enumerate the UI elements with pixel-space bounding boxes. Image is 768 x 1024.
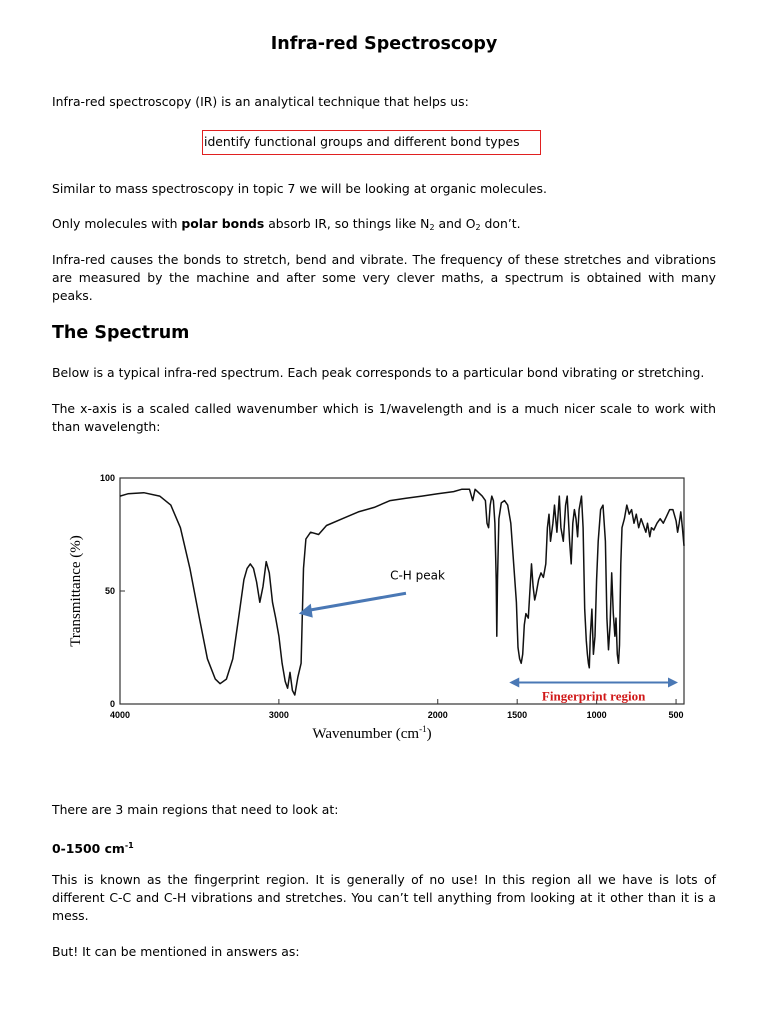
- x-tick-label: 2000: [427, 710, 448, 720]
- ch-peak-label: C-H peak: [390, 568, 445, 583]
- x-axis-label-end: ): [426, 726, 432, 742]
- polar-bonds-bold: polar bonds: [181, 216, 265, 231]
- ch-arrow-head: [299, 604, 313, 618]
- fingerprint-paragraph: This is known as the fingerprint region. It is generally of no use! In this region all we have is lots of different C-C and C-H vibrations and stretches. You can’t tell anything from looking at it other than it is a mess.: [52, 872, 716, 923]
- x-axis-label-sup: -1: [419, 724, 427, 734]
- xaxis-note-paragraph: The x-axis is a scaled called wavenumber which is 1/wavelength and is a much nicer scale to work with than wavelength:: [52, 401, 716, 434]
- x-axis-label: [312, 724, 431, 742]
- x-axis-label-main: Wavenumber (cm: [312, 726, 420, 742]
- plot-frame: [120, 478, 684, 704]
- x-tick-label: 3000: [268, 710, 289, 720]
- x-tick-label: 1500: [507, 710, 528, 720]
- polar-bonds-paragraph: [52, 215, 716, 237]
- page-title: Infra-red Spectroscopy: [270, 34, 498, 54]
- highlight-box: identify functional groups and different bond types: [202, 130, 541, 155]
- n2-subscript: 2: [429, 223, 435, 232]
- y-tick-label: 100: [99, 473, 115, 483]
- regions-intro-paragraph: There are 3 main regions that need to look at:: [52, 802, 339, 817]
- region-heading-sup: -1: [124, 841, 134, 850]
- fp-arrow-head-right: [668, 678, 678, 688]
- but-paragraph: But! It can be mentioned in answers as:: [52, 944, 300, 959]
- causes-paragraph: Infra-red causes the bonds to stretch, bend and vibrate. The frequency of these stretches and vibrations are measured by the machine and after some very clever maths, a spectrum is obtained with many peaks.: [52, 252, 716, 303]
- polar-text-post: don’t.: [480, 216, 521, 231]
- polar-text-and: and O: [434, 216, 476, 231]
- y-tick-label: 0: [109, 699, 115, 709]
- region-heading-text: 0-1500 cm: [52, 841, 125, 856]
- x-tick-label: 1000: [586, 710, 607, 720]
- ir-spectrum-chart: [64, 466, 694, 746]
- ch-peak-arrow: [299, 593, 406, 617]
- ch-arrow-shaft: [307, 593, 406, 610]
- region-heading-0-1500: [52, 837, 716, 858]
- fp-arrow-head-left: [509, 678, 519, 688]
- polar-text-mid: absorb IR, so things like N: [264, 216, 430, 231]
- spectrum-trace: [120, 489, 684, 695]
- fingerprint-arrow: [509, 678, 678, 688]
- intro-paragraph: Infra-red spectroscopy (IR) is an analytical technique that helps us:: [52, 94, 469, 109]
- y-axis-label: Transmittance (%): [68, 535, 84, 647]
- typical-spectrum-paragraph: Below is a typical infra-red spectrum. Each peak corresponds to a particular bond vibrating or stretching.: [52, 365, 705, 380]
- polar-text-pre: Only molecules with: [52, 216, 182, 231]
- mass-spec-paragraph: Similar to mass spectroscopy in topic 7 we will be looking at organic molecules.: [52, 181, 547, 196]
- y-tick-label: 50: [104, 586, 115, 596]
- x-tick-label: 4000: [109, 710, 131, 720]
- x-tick-label: 500: [668, 710, 684, 720]
- section-heading-spectrum: The Spectrum: [52, 323, 190, 343]
- fingerprint-label: Fingerprint region: [541, 688, 646, 704]
- o2-subscript: 2: [475, 223, 481, 232]
- ir-spectrum-svg: [64, 466, 694, 746]
